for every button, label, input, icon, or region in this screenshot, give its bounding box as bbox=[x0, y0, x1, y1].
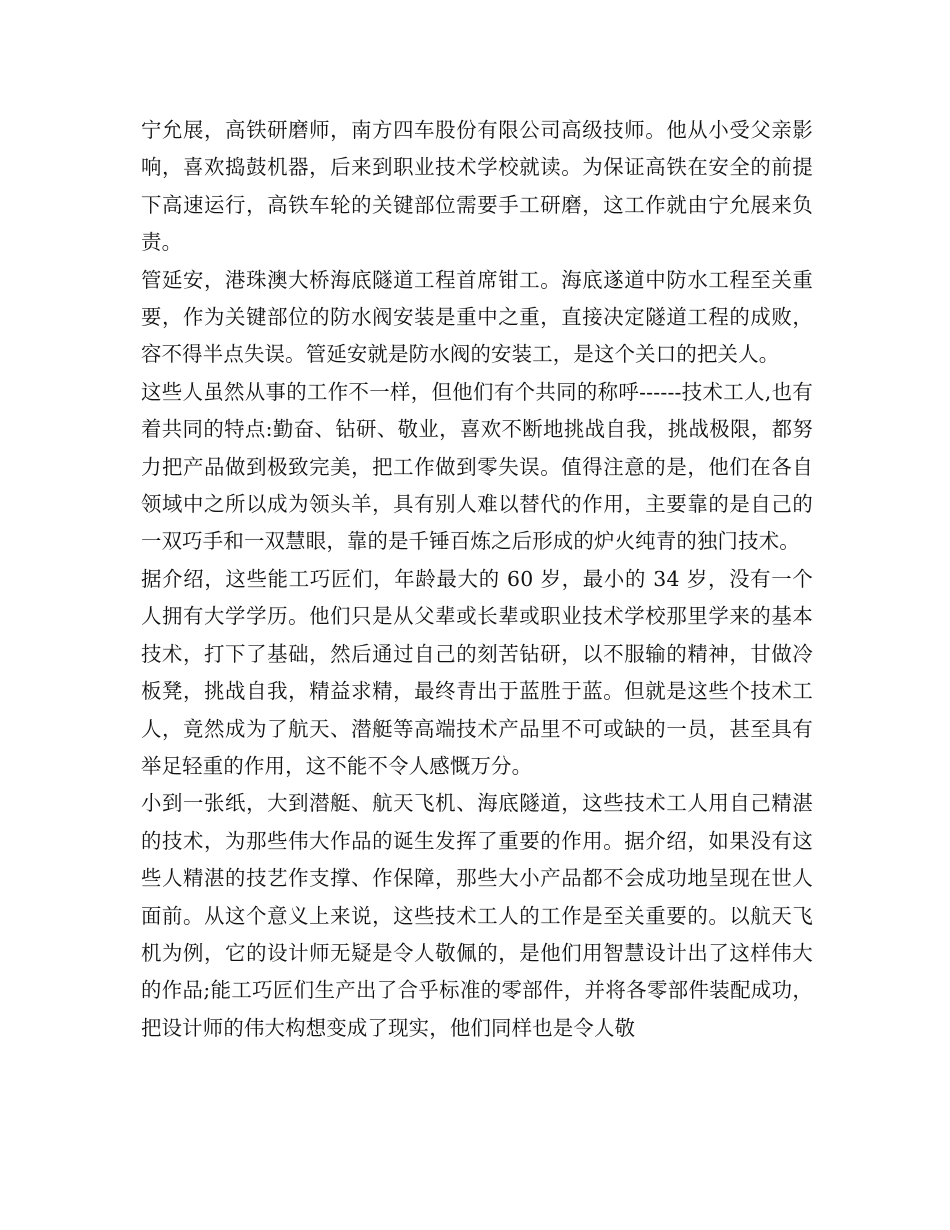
paragraph-guan-yanan: 管延安，港珠澳大桥海底隧道工程首席钳工。海底遂道中防水工程至关重要，作为关键部位的防水阀安装是重中之重，直接决定隧道工程的成败，容不得半点失误。管延安就是防水阀的安装工，是这个关口的把关人。 bbox=[141, 267, 813, 367]
paragraph-importance: 小到一张纸，大到潜艇、航天飞机、海底隧道，这些技术工人用自己精湛的技术，为那些伟大作品的诞生发挥了重要的作用。据介绍，如果没有这些人精湛的技艺作支撑、作保障，那些大小产品都不会成功地呈现在世人面前。从这个意义上来说，这些技术工人的工作是至关重要的。以航天飞机为例，它的设计师无疑是令人敬佩的，是他们用智慧设计出了这样伟大的作品;能工巧匠们生产出了合乎标准的零部件，并将各零部件装配成功，把设计师的伟大构想变成了现实，他们同样也是令人敬 bbox=[141, 791, 813, 1040]
document-page bbox=[141, 112, 813, 1047]
paragraph-craftsmen-ages: 据介绍，这些能工巧匠们，年龄最大的 60 岁，最小的 34 岁，没有一个人拥有大学学历。他们只是从父辈或长辈或职业技术学校那里学来的基本技术，打下了基础，然后通过自己的刻苦钻研，以不服输的精神，甘做冷板凳，挑战自我，精益求精，最终青出于蓝胜于蓝。但就是这些个技术工人，竟然成为了航天、潜艇等高端技术产品里不可或缺的一员，甚至具有举足轻重的作用，这不能不令人感慨万分。 bbox=[141, 566, 813, 778]
paragraph-technical-workers: 这些人虽然从事的工作不一样，但他们有个共同的称呼------技术工人,也有着共同的特点:勤奋、钻研、敬业，喜欢不断地挑战自我，挑战极限，都努力把产品做到极致完美，把工作做到零失误。值得注意的是，他们在各自领域中之所以成为领头羊，具有别人难以替代的作用，主要靠的是自己的一双巧手和一双慧眼，靠的是千锤百炼之后形成的炉火纯青的独门技术。 bbox=[141, 379, 813, 554]
paragraph-ning-yunzhan: 宁允展，高铁研磨师，南方四车股份有限公司高级技师。他从小受父亲影响，喜欢捣鼓机器，后来到职业技术学校就读。为保证高铁在安全的前提下高速运行，高铁车轮的关键部位需要手工研磨，这工作就由宁允展来负责。 bbox=[141, 118, 813, 255]
